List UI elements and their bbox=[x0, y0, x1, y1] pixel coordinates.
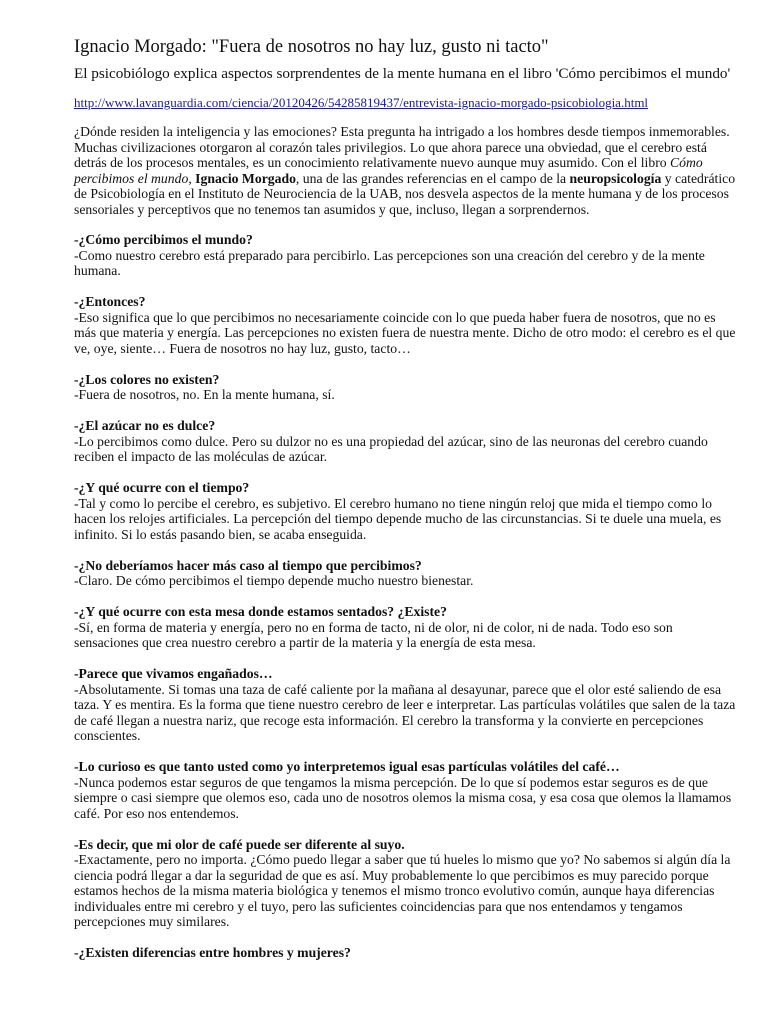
question: -¿Cómo percibimos el mundo? bbox=[74, 232, 253, 247]
qa-block bbox=[74, 372, 736, 403]
intro-text-2: , bbox=[188, 170, 196, 186]
intro-text-1: ¿Dónde residen la inteligencia y las emociones? Esta pregunta ha intrigado a los hombres desde tiempos inmemorables. Muchas civilizaciones otorgaron al corazón tales privilegios. Lo que ahora parece una obviedad, que el cerebro está detrás de los procesos mentales, es un conocimiento relativamente nuevo aunque muy asumido. Con el libro bbox=[74, 124, 730, 170]
answer: -Sí, en forma de materia y energía, pero no en forma de tacto, ni de olor, ni de color, ni de nada. Todo eso son sensaciones que crea nuestro cerebro a partir de la materia y la energía de esta mesa. bbox=[74, 619, 673, 650]
question: -¿Y qué ocurre con esta mesa donde estamos sentados? ¿Existe? bbox=[74, 604, 447, 619]
answer: -Exactamente, pero no importa. ¿Cómo puedo llegar a saber que tú hueles lo mismo que yo? No sabemos si algún día la ciencia podrá llegar a dar la seguridad de que es así. Muy probablemente lo que percibimos es muy parecido porque estamos hechos de la misma materia biológica y tenemos el mismo tronco evolutivo común, aunque haya diferencias individuales entre mi cerebro y el tuyo, pero las suficientes coincidencias para que nos entendamos y tengamos percepciones muy similares. bbox=[74, 852, 731, 929]
qa-block bbox=[74, 759, 736, 821]
qa-block bbox=[74, 418, 736, 465]
question: -¿El azúcar no es dulce? bbox=[74, 418, 216, 433]
intro-text-3: , una de las grandes referencias en el campo de la bbox=[295, 170, 570, 186]
document-page bbox=[74, 36, 736, 976]
question: -¿Los colores no existen? bbox=[74, 371, 220, 387]
qa-block bbox=[74, 666, 736, 744]
question: -¿No deberíamos hacer más caso al tiempo que percibimos? bbox=[74, 557, 422, 573]
qa-block bbox=[74, 480, 736, 542]
answer: -Eso significa que lo que percibimos no necesariamente coincide con lo que pueda haber fuera de nosotros, que no es más que materia y energía. Las percepciones no existen fuera de nuestra mente. Dicho de otro modo: el cerebro es el que ve, oye, siente… Fuera de nosotros no hay luz, gusto, tacto… bbox=[74, 309, 736, 356]
answer: -Claro. De cómo percibimos el tiempo depende mucho nuestro bienestar. bbox=[74, 573, 474, 588]
answer: -Nunca podemos estar seguros de que tengamos la misma percepción. De lo que sí podemos estar seguros es de que siempre o casi siempre que olemos eso, cada uno de nosotros olemos la misma cosa, y esa cosa que olemos la llamamos café. Por eso nos entendemos. bbox=[74, 774, 732, 821]
intro-paragraph bbox=[74, 124, 736, 217]
answer: -Lo percibimos como dulce. Pero su dulzor no es una propiedad del azúcar, sino de las neuronas del cerebro cuando reciben el impacto de las moléculas de azúcar. bbox=[74, 433, 708, 464]
qa-block bbox=[74, 837, 736, 930]
answer: -Absolutamente. Si tomas una taza de café caliente por la mañana al desayunar, parece que el olor esté saliendo de esa taza. Y es mentira. Es la forma que tiene nuestro cerebro de leer e interpretar. Las partículas volátiles que salen de la taza de café llegan a nuestra nariz, que recoge esta información. El cerebro la transforma y la convierte en percepciones conscientes. bbox=[74, 681, 736, 743]
field-name: neuropsicología bbox=[569, 170, 662, 186]
answer: -Como nuestro cerebro está preparado para percibirlo. Las percepciones son una creación del cerebro y de la mente humana. bbox=[74, 247, 705, 278]
question: -¿Existen diferencias entre hombres y mujeres? bbox=[74, 945, 351, 960]
article-subtitle: El psicobiólogo explica aspectos sorprendentes de la mente humana en el libro 'Cómo percibimos el mundo' bbox=[74, 65, 731, 82]
question: -Parece que vivamos engañados… bbox=[74, 666, 273, 681]
author-name: Ignacio Morgado bbox=[195, 170, 296, 186]
qa-block bbox=[74, 294, 736, 356]
question: -¿Y qué ocurre con el tiempo? bbox=[74, 480, 250, 495]
article-title: Ignacio Morgado: "Fuera de nosotros no hay luz, gusto ni tacto" bbox=[74, 37, 549, 57]
question: -Lo curioso es que tanto usted como yo interpretemos igual esas partículas volátiles del café… bbox=[74, 759, 620, 774]
qa-block bbox=[74, 604, 736, 651]
qa-block bbox=[74, 232, 736, 279]
qa-block bbox=[74, 945, 736, 961]
source-link[interactable]: http://www.lavanguardia.com/ciencia/20120426/54285819437/entrevista-ignacio-morgado-psicobiologia.html bbox=[74, 95, 649, 110]
answer: -Fuera de nosotros, no. En la mente humana, sí. bbox=[74, 387, 335, 402]
intro-text-4: y catedrático de Psicobiología en el Instituto de Neurociencia de la UAB, nos desvela aspectos de la mente humana y de los procesos sensoriales y perceptivos que no tenemos tan asumidos y que, incluso, llegan a sorprendernos. bbox=[74, 170, 736, 217]
qa-block bbox=[74, 558, 736, 589]
book-title: Cómo percibimos el mundo bbox=[74, 155, 703, 186]
question: -¿Entonces? bbox=[74, 294, 146, 309]
question: -Es decir, que mi olor de café puede ser diferente al suyo. bbox=[74, 836, 405, 852]
answer: -Tal y como lo percibe el cerebro, es subjetivo. El cerebro humano no tiene ningún reloj que mida el tiempo como lo hacen los relojes artificiales. La percepción del tiempo depende mucho de las circunstancias. Si te duele una muela, es infinito. Si lo estás pasando bien, se acaba enseguida. bbox=[74, 495, 722, 542]
